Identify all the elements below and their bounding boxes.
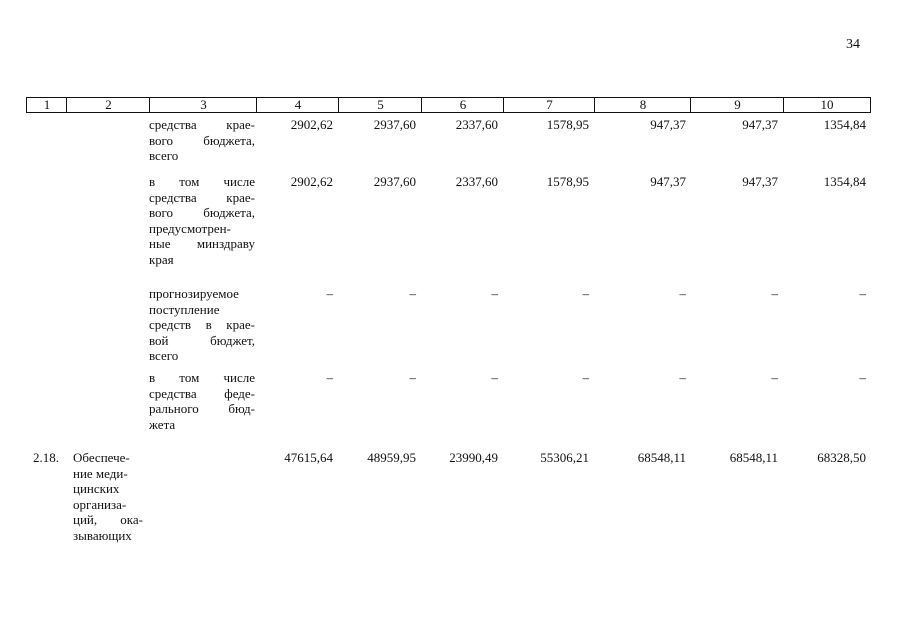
value-col-4: 2902,62 xyxy=(290,174,333,189)
value-col-5: – xyxy=(409,370,416,385)
header-cell-label: 6 xyxy=(459,97,467,112)
value-col-5: 2937,60 xyxy=(373,117,416,132)
value-col-6: 23990,49 xyxy=(449,450,498,465)
value-col-6: 2337,60 xyxy=(455,174,498,189)
value-col-5: 2937,60 xyxy=(373,174,416,189)
value-col-7: – xyxy=(582,370,589,385)
header-cell-label: 2 xyxy=(105,97,112,112)
item-name-line: ние меди- xyxy=(73,465,128,481)
value-col-10: – xyxy=(859,286,866,301)
funding-source-line: рального бюд- xyxy=(149,401,255,417)
value-col-9: 947,37 xyxy=(742,174,778,189)
header-cell-label: 8 xyxy=(639,97,647,112)
funding-source-line: вого бюджета, xyxy=(149,205,255,221)
header-cell-5 xyxy=(338,97,422,113)
page-number: 34 xyxy=(846,37,860,52)
header-cell-label: 4 xyxy=(294,97,302,112)
value-col-8: 947,37 xyxy=(650,174,686,189)
header-cell-label: 1 xyxy=(43,97,51,112)
value-col-10: 68328,50 xyxy=(817,450,866,465)
funding-source-line: всего xyxy=(149,148,179,164)
header-cell-4 xyxy=(256,97,339,113)
value-col-10: 1354,84 xyxy=(823,174,866,189)
value-col-8: 947,37 xyxy=(650,117,686,132)
funding-source-line: средств в крае- xyxy=(149,317,255,333)
value-col-4: – xyxy=(326,370,333,385)
item-name-line: организа- xyxy=(73,496,127,512)
header-cell-10 xyxy=(783,97,871,113)
value-col-4: – xyxy=(326,286,333,301)
value-col-8: – xyxy=(679,286,686,301)
funding-source-line: средства феде- xyxy=(149,385,255,401)
value-col-4: 47615,64 xyxy=(284,450,333,465)
value-col-7: 1578,95 xyxy=(546,174,589,189)
value-col-5: – xyxy=(409,286,416,301)
header-cell-3 xyxy=(149,97,257,113)
header-cell-label: 5 xyxy=(377,97,384,112)
header-cell-label: 7 xyxy=(546,97,553,112)
funding-source-line: прогнозируемое xyxy=(149,286,239,301)
funding-source-line: вого бюджета, xyxy=(149,132,255,148)
value-col-5: 48959,95 xyxy=(367,450,416,465)
header-cell-1 xyxy=(26,97,67,113)
value-col-6: 2337,60 xyxy=(455,117,498,132)
value-col-9: 68548,11 xyxy=(729,450,778,465)
value-col-9: 947,37 xyxy=(742,117,778,132)
funding-source-line: ные минздраву xyxy=(149,236,255,252)
value-col-10: 1354,84 xyxy=(823,117,866,132)
value-col-9: – xyxy=(771,370,778,385)
funding-source-line: в том числе xyxy=(149,174,255,189)
value-col-9: – xyxy=(771,286,778,301)
funding-source-line: всего xyxy=(149,348,179,364)
header-cell-label: 9 xyxy=(734,97,741,112)
item-name-line: Обеспече- xyxy=(73,450,130,465)
value-col-6: – xyxy=(491,286,498,301)
header-cell-7 xyxy=(503,97,595,113)
value-col-4: 2902,62 xyxy=(290,117,333,132)
header-cell-2 xyxy=(66,97,150,113)
funding-source-line: предусмотрен- xyxy=(149,220,231,236)
header-cell-8 xyxy=(594,97,691,113)
funding-source-line: вой бюджет, xyxy=(149,332,255,348)
item-name-line: зывающих xyxy=(73,528,132,543)
header-cell-9 xyxy=(690,97,784,113)
value-col-7: – xyxy=(582,286,589,301)
funding-source-line: поступление xyxy=(149,301,220,317)
item-name-line: ций, ока- xyxy=(73,512,143,528)
funding-source-line: края xyxy=(149,252,174,267)
funding-source-line: средства крае- xyxy=(149,189,255,205)
header-cell-label: 10 xyxy=(820,97,834,112)
item-name-line: цинских xyxy=(73,481,120,497)
header-cell-label: 3 xyxy=(200,97,207,112)
funding-source-line: средства крае- xyxy=(149,117,255,132)
value-col-10: – xyxy=(859,370,866,385)
value-col-8: 68548,11 xyxy=(637,450,686,465)
value-col-7: 55306,21 xyxy=(540,450,589,465)
funding-source-line: жета xyxy=(149,416,176,432)
value-col-6: – xyxy=(491,370,498,385)
row-number: 2.18. xyxy=(33,450,59,465)
header-cell-6 xyxy=(421,97,504,113)
value-col-7: 1578,95 xyxy=(546,117,589,132)
value-col-8: – xyxy=(679,370,686,385)
funding-source-line: в том числе xyxy=(149,370,255,385)
